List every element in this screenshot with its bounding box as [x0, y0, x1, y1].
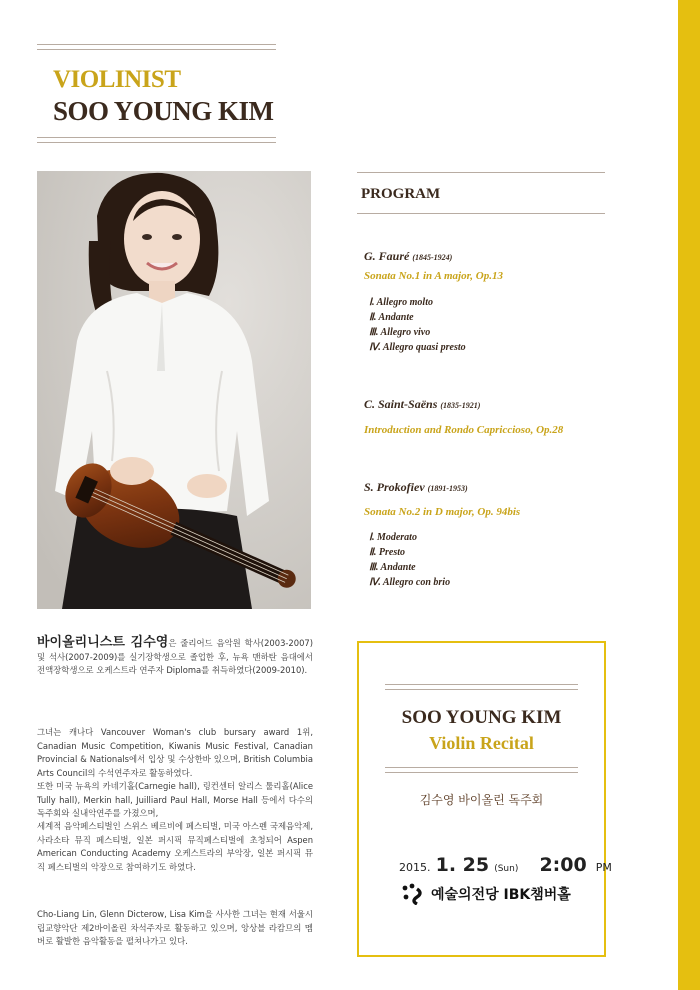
- bio-paragraph-1: [37, 636, 313, 678]
- side-accent-bar: [678, 0, 700, 990]
- recital-date: 1. 25: [435, 854, 490, 876]
- bio-lead: 바이올리니스트 김수영: [37, 635, 169, 650]
- bio-paragraph-5: Cho-Liang Lin, Glenn Dicterow, Lisa Kim을 사사한 그녀는 현재 서울시립교향악단 제2바이올린 차석주자로 활동하고 있으며, 앙상블 라캄므의 멤버로 활발한 음악활동을 펼쳐나가고 있다.: [37, 909, 313, 946]
- recital-ampm: PM: [595, 861, 612, 874]
- bio-paragraph-2: 그녀는 캐나다 Vancouver Woman's club bursary award 1위, Canadian Music Competition, Kiwanis Music Festival, Canadian Provincial & Nationals에서 입상 및 수상한바 있으며, British Columbia Arts Council의 수석연주자로 활동하였다.: [37, 727, 313, 778]
- movement: Ⅰ. Moderato: [369, 532, 417, 543]
- movement-list: [369, 295, 466, 355]
- bio-paragraph-3: 또한 미국 뉴욕의 카네기홀(Carnegie hall), 링컨센터 알리스 툴리홀(Alice Tully hall), Merkin hall, Juilliard Paul Hall, Morse Hall 등에서 다수의 독주회와 실내악연주를 가졌으며,: [37, 781, 313, 818]
- header-name: SOO YOUNG KIM: [53, 96, 274, 126]
- box-rule-top: [385, 684, 578, 685]
- header-violinist: VIOLINIST: [53, 66, 181, 93]
- header-rule-top-2: [37, 49, 276, 50]
- sac-logo-icon: [401, 883, 425, 905]
- composer-name: S. Prokofiev: [364, 480, 425, 494]
- composer-years: (1835-1921): [440, 401, 481, 410]
- composer-saint-saens: [364, 397, 480, 412]
- venue-name: 예술의전당 IBK챔버홀: [431, 887, 571, 903]
- header-rule-top: [37, 44, 276, 45]
- box-rule-bottom-2: [385, 772, 578, 773]
- recital-subtitle: Violin Recital: [429, 733, 534, 753]
- work-title: Introduction and Rondo Capriccioso, Op.28: [364, 424, 564, 436]
- program-rule-bottom: [357, 213, 605, 214]
- movement: Ⅲ. Allegro vivo: [369, 327, 431, 338]
- box-rule-top-2: [385, 689, 578, 690]
- header-rule-bottom-2: [37, 142, 276, 143]
- program-rule-top: [357, 172, 605, 173]
- venue-row: [401, 883, 571, 905]
- recital-datetime: [399, 854, 612, 876]
- composer-prokofiev: [364, 480, 468, 495]
- bio-paragraph-4: 세계적 음악페스티벌인 스위스 베르비에 페스티벌, 미국 아스펜 국제음악제, 사라소타 뮤직 페스티벌, 일본 퍼시픽 뮤직페스티벌에 초청되어 Aspen American Conducting Academy 오케스트라의 부악장, 일본 퍼시픽 뮤직 페스티벌의 악장으로 참여하기도 하였다.: [37, 821, 313, 872]
- movement: Ⅳ. Allegro quasi presto: [369, 342, 466, 353]
- composer-name: G. Fauré: [364, 249, 410, 263]
- bio-text: 은 줄리어드 음악원 학사(2003-2007)및 석사(2007-2009)를 실기장학생으로 졸업한 후, 뉴욕 맨하탄 음대에서 전액장학생으로 오케스트라 연주자 Diploma를 취득하였다(2009-2010).: [37, 638, 313, 675]
- violinist-photo: [37, 171, 311, 609]
- movement: Ⅱ. Presto: [369, 547, 406, 558]
- movement: Ⅱ. Andante: [369, 312, 414, 323]
- composer-faure: [364, 249, 452, 264]
- movement: Ⅳ. Allegro con brio: [369, 577, 451, 588]
- composer-name: C. Saint-Saëns: [364, 397, 438, 411]
- movement-list: [369, 530, 450, 590]
- work-title: Sonata No.2 in D major, Op. 94bis: [364, 506, 521, 518]
- composer-years: (1891-1953): [427, 484, 468, 493]
- composer-years: (1845-1924): [412, 253, 453, 262]
- program-heading: PROGRAM: [361, 186, 441, 202]
- header-rule-bottom: [37, 137, 276, 138]
- recital-name: SOO YOUNG KIM: [401, 707, 562, 728]
- recital-info-box: [357, 641, 612, 957]
- work-title: Sonata No.1 in A major, Op.13: [364, 270, 503, 282]
- movement: Ⅰ. Allegro molto: [369, 297, 433, 308]
- movement: Ⅲ. Andante: [369, 562, 416, 573]
- violinist-illustration: [37, 171, 311, 609]
- recital-time: 2:00: [539, 854, 587, 876]
- box-rule-bottom: [385, 767, 578, 768]
- recital-year: 2015.: [399, 861, 431, 874]
- recital-korean-title: 김수영 바이올린 독주회: [419, 793, 544, 807]
- recital-day: (Sun): [494, 864, 519, 874]
